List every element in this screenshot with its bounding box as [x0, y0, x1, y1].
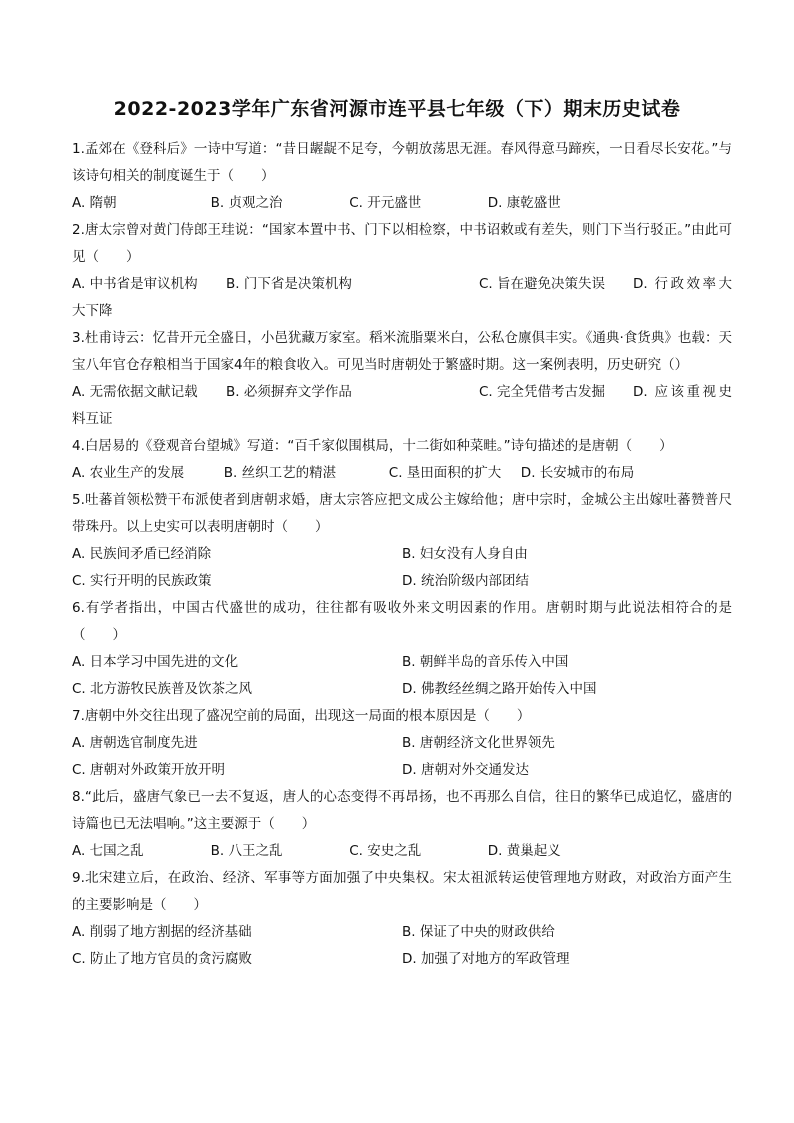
- question-stem: 7.唐朝中外交往出现了盛况空前的局面，出现这一局面的根本原因是（ ）: [72, 708, 531, 724]
- option-a: A. 日本学习中国先进的文化: [72, 654, 239, 670]
- options-row: [72, 541, 732, 568]
- option-b: B. 保证了中央的财政供给: [402, 924, 555, 940]
- question-stem: 2.唐太宗曾对黄门侍郎王珪说：“国家本置中书、门下以相检察，中书诏敕或有差失，则门下当行驳正。”由此可见（ ）: [72, 222, 732, 265]
- question-stem: 6.有学者指出，中国古代盛世的成功，往往都有吸收外来文明因素的作用。唐朝时期与此说法相符合的是（ ）: [72, 600, 732, 643]
- question-stem: 4.白居易的《登观音台望城》写道：“百千家似围棋局，十二街如种菜畦。”诗句描述的是唐朝（ ）: [72, 438, 673, 454]
- option-c: C. 北方游牧民族普及饮茶之风: [72, 681, 253, 697]
- option-c: C. 实行开明的民族政策: [72, 573, 212, 589]
- option-a: A. 七国之乱: [72, 843, 144, 859]
- question-list: [72, 136, 732, 973]
- options-row: [72, 379, 732, 433]
- option-d: D. 黄巢起义: [487, 843, 561, 859]
- option-b: B. 朝鲜半岛的音乐传入中国: [402, 654, 569, 670]
- question-stem: 3.杜甫诗云：忆昔开元全盛日，小邑犹藏万家室。稻米流脂粟米白，公私仓廪俱丰实。《通典·食货典》也载：天宝八年官仓存粮相当于国家4年的粮食收入。可见当时唐朝处于繁盛时期。这一案例表明，历史研究（）: [72, 330, 732, 373]
- question-8: [72, 784, 732, 865]
- option-a: A. 削弱了地方割据的经济基础: [72, 924, 252, 940]
- option-b: B. 妇女没有人身自由: [402, 546, 528, 562]
- option-c: C. 开元盛世: [349, 195, 422, 211]
- option-b: B. 唐朝经济文化世界领先: [402, 735, 555, 751]
- option-d: D. 佛教经丝绸之路开始传入中国: [402, 681, 597, 697]
- option-d: D. 统治阶级内部团结: [402, 573, 529, 589]
- option-d: D. 康乾盛世: [487, 195, 561, 211]
- options-row: [72, 919, 732, 946]
- options-row: [72, 757, 732, 784]
- options-row: [72, 649, 732, 676]
- question-2: [72, 217, 732, 325]
- option-a: A. 中书省是审议机构: [72, 276, 198, 292]
- options-row: [72, 946, 732, 973]
- question-9: [72, 865, 732, 973]
- exam-title: 2022-2023学年广东省河源市连平县七年级（下）期末历史试卷: [113, 98, 681, 120]
- question-stem: 1.孟郊在《登科后》一诗中写道：“昔日龌龊不足夸，今朝放荡思无涯。春风得意马蹄疾，一日看尽长安花。”与该诗句相关的制度诞生于（ ）: [72, 141, 732, 184]
- option-b: B. 贞观之治: [210, 195, 283, 211]
- option-c: C. 垦田面积的扩大: [388, 465, 502, 481]
- question-1: [72, 136, 732, 217]
- option-a: A. 无需依据文献记载: [72, 384, 198, 400]
- options-row: [72, 460, 732, 487]
- options-row: [72, 568, 732, 595]
- question-6: [72, 595, 732, 703]
- option-d: D. 行政效率大大下降: [72, 276, 732, 319]
- option-b: B. 门下省是决策机构: [226, 276, 352, 292]
- option-c: C. 安史之乱: [349, 843, 422, 859]
- question-7: [72, 703, 732, 784]
- option-c: C. 旨在避免决策失误: [479, 276, 606, 292]
- options-row: [72, 190, 732, 217]
- option-c: C. 防止了地方官员的贪污腐败: [72, 951, 253, 967]
- options-row: [72, 271, 732, 325]
- question-stem: 9.北宋建立后，在政治、经济、军事等方面加强了中央集权。宋太祖派转运使管理地方财政，对政治方面产生的主要影响是（ ）: [72, 870, 732, 913]
- option-b: B. 必须摒弃文学作品: [226, 384, 352, 400]
- question-5: [72, 487, 732, 595]
- options-row: [72, 838, 732, 865]
- question-stem: 5.吐蕃首领松赞干布派使者到唐朝求婚，唐太宗答应把文成公主嫁给他；唐中宗时，金城公主出嫁吐蕃赞普尺带珠丹。以上史实可以表明唐朝时（ ）: [72, 492, 732, 535]
- question-3: [72, 325, 732, 433]
- option-d: D. 加强了对地方的军政管理: [402, 951, 570, 967]
- options-row: [72, 730, 732, 757]
- option-d: D. 应该重视史料互证: [72, 384, 732, 427]
- option-b: B. 八王之乱: [210, 843, 283, 859]
- option-c: C. 完全凭借考古发掘: [479, 384, 606, 400]
- options-row: [72, 676, 732, 703]
- option-a: A. 民族间矛盾已经消除: [72, 546, 212, 562]
- option-a: A. 隋朝: [72, 195, 117, 211]
- option-d: D. 长安城市的布局: [520, 465, 635, 481]
- option-d: D. 唐朝对外交通发达: [402, 762, 529, 778]
- question-stem: 8.“此后，盛唐气象已一去不复返，唐人的心态变得不再昂扬，也不再那么自信，往日的繁华已成追忆，盛唐的诗篇也已无法唱响。”这主要源于（ ）: [72, 789, 732, 832]
- option-c: C. 唐朝对外政策开放开明: [72, 762, 226, 778]
- option-a: A. 农业生产的发展: [72, 465, 185, 481]
- option-a: A. 唐朝选官制度先进: [72, 735, 198, 751]
- option-b: B. 丝织工艺的精湛: [223, 465, 337, 481]
- question-4: [72, 433, 732, 487]
